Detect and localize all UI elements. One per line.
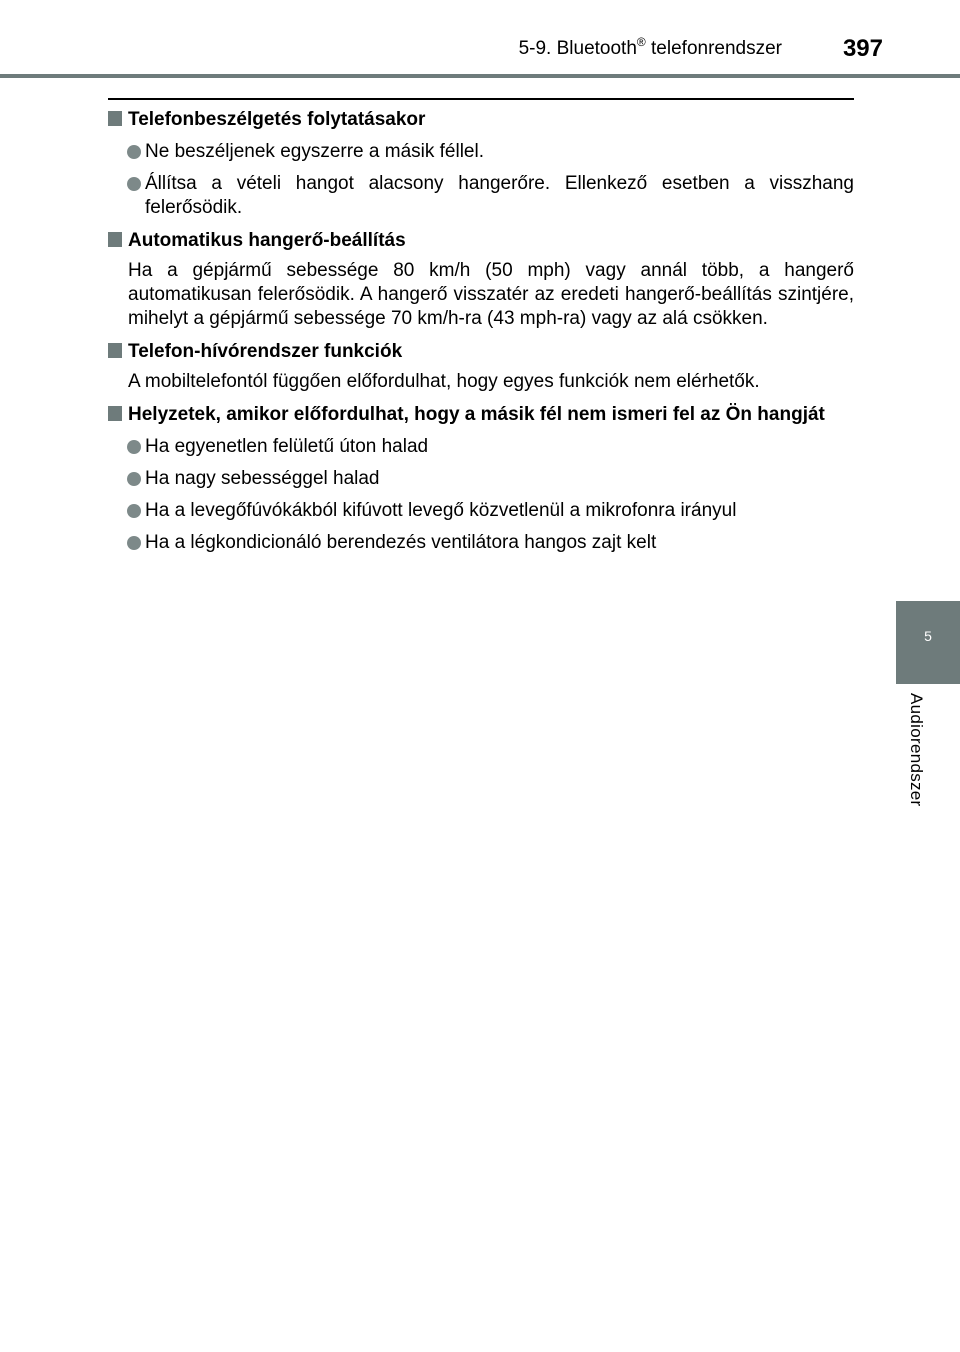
square-bullet-icon: [108, 343, 122, 358]
page-content: [108, 108, 854, 555]
section-paragraph: A mobiltelefontól függően előfordulhat, hogy egyes funkciók nem elérhetők.: [128, 371, 760, 392]
page-number: 397: [842, 35, 883, 62]
list-item: [108, 140, 854, 164]
section-heading: [108, 229, 854, 253]
list-item: [108, 499, 854, 523]
list-item: [108, 467, 854, 491]
circle-bullet-icon: [127, 536, 141, 550]
chapter-number: 5: [924, 628, 932, 644]
circle-bullet-icon: [127, 145, 141, 159]
section-heading-text: Telefonbeszélgetés folytatásakor: [128, 109, 426, 130]
square-bullet-icon: [108, 232, 122, 247]
chapter-label: Audiorendszer: [907, 693, 926, 807]
section-paragraph: Ha a gépjármű sebessége 80 km/h (50 mph) vagy annál több, a hangerő automatikusan felerősödik. A hangerő visszatér az eredeti hangerő-beállítás szintjére, mihelyt a gépjármű sebessége 70 km/h-ra (43 mph-ra) vagy az alá csökken.: [128, 260, 854, 329]
section-heading-text: Telefon-hívórendszer funkciók: [128, 341, 403, 362]
section-heading: [108, 403, 854, 427]
section-title-suffix: telefonrendszer: [645, 38, 782, 59]
header-rule: [0, 74, 960, 78]
circle-bullet-icon: [127, 472, 141, 486]
registered-mark: ®: [636, 35, 646, 49]
section-title-prefix: 5-9. Bluetooth: [518, 38, 637, 59]
section-heading-text: Helyzetek, amikor előfordulhat, hogy a másik fél nem ismeri fel az Ön hangját: [128, 404, 825, 425]
circle-bullet-icon: [127, 440, 141, 454]
square-bullet-icon: [108, 111, 122, 126]
section-title: [518, 35, 782, 60]
content-rule: [108, 98, 854, 100]
list-item-text: Ha egyenetlen felületű úton halad: [145, 436, 429, 457]
list-item-text: Ha a levegőfúvókákból kifúvott levegő közvetlenül a mikrofonra irányul: [145, 500, 737, 521]
list-item: [108, 435, 854, 459]
list-item-text: Ha a légkondicionáló berendezés ventilátora hangos zajt kelt: [145, 532, 657, 553]
circle-bullet-icon: [127, 504, 141, 518]
list-item-text: Ne beszéljenek egyszerre a másik féllel.: [145, 141, 484, 162]
chapter-tab: [896, 601, 960, 684]
list-item: [108, 172, 854, 220]
list-item: [108, 531, 854, 555]
section-heading: [108, 340, 854, 364]
section-heading: [108, 108, 854, 132]
list-item-text: Állítsa a vételi hangot alacsony hangerőre. Ellenkező esetben a visszhang felerősödik.: [145, 173, 854, 218]
list-item-text: Ha nagy sebességgel halad: [145, 468, 380, 489]
square-bullet-icon: [108, 406, 122, 421]
section-heading-text: Automatikus hangerő-beállítás: [128, 230, 406, 251]
circle-bullet-icon: [127, 177, 141, 191]
